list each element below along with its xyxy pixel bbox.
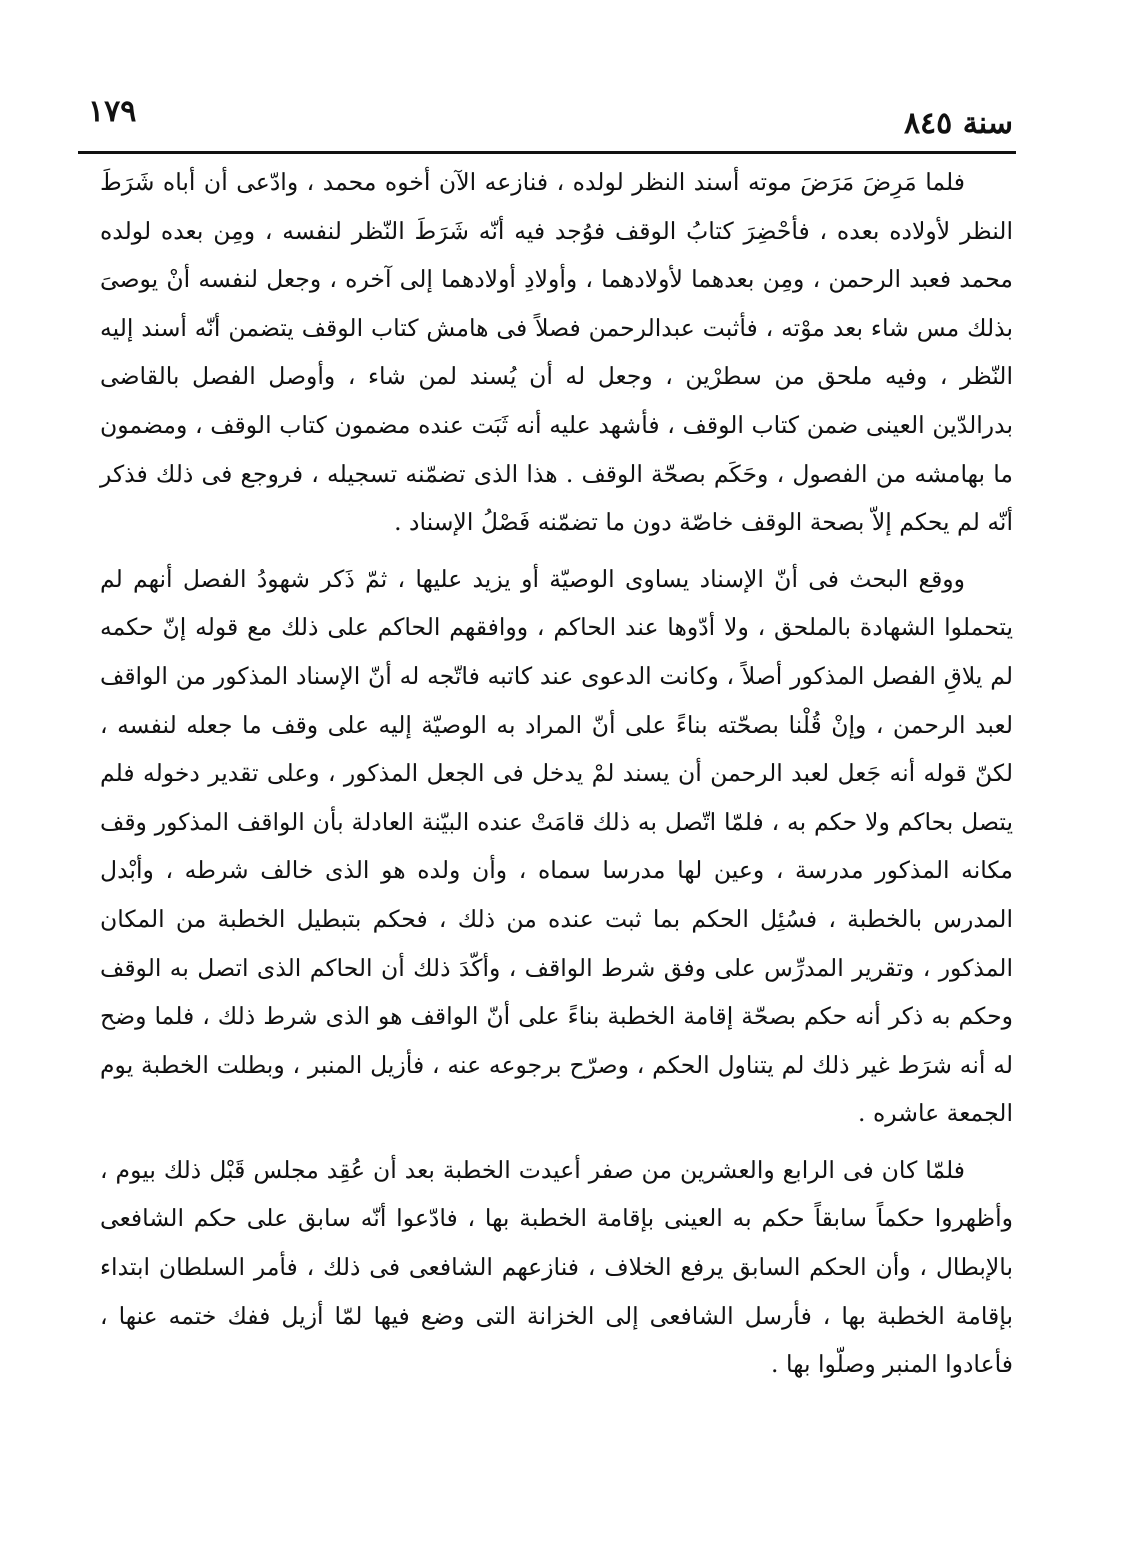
paragraph-1: فلما مَرِضَ مَرَضَ موته أسند النظر لولده ، فنازعه الآن أخوه محمد ، وادّعى أن أباه شَرَطَ النظر لأولاده بعده ، فأحْضِرَ كتابُ الوقف فوُجد فيه أنّه شَرَطَ النّظر لنفسه ، ومِن بعده لولده محمد فعبد الرحمن ، ومِن بعدهما لأولادهما ، وأولادِ أولادهما إلى آخره ، وجعل لنفسه أنْ يوصىَ بذلك مس شاء بعد موْته ، فأثبت عبدالرحمن فصلاً فى هامش كتاب الوقف يتضمن أنّه أسند إليه النّظر ، وفيه ملحق من سطرْين ، وجعل له أن يُسند لمن شاء ، وأوصل الفصل بالقاضى بدرالدّين العينى ضمن كتاب الوقف ، فأشهد عليه أنه ثَبَت عنده مضمون كتاب الوقف ، ومضمون ما بهامشه من الفصول ، وحَكَم بصحّة الوقف . هذا الذى تضمّنه تسجيله ، فروجع فى ذلك فذكر أنّه لم يحكم إلاّ بصحة الوقف خاصّة دون ما تضمّنه فَصْلُ الإسناد . <box>100 168 1013 537</box>
page-number: ١٧٩ <box>88 94 137 129</box>
paragraph-2: ووقع البحث فى أنّ الإسناد يساوى الوصيّة أو يزيد عليها ، ثمّ ذَكر شهودُ الفصل أنهم لم يتحملوا الشهادة بالملحق ، ولا أدّوها عند الحاكم ، ووافقهم الحاكم على ذلك مع قوله إنّ حكمه لم يلاقِ الفصل المذكور أصلاً ، وكانت الدعوى عند كاتبه فاتّجه له أنّ الإسناد المذكور من الواقف لعبد الرحمن ، وإنْ قُلْنا بصحّته بناءً على أنّ المراد به الوصيّة إليه على وقف ما جعله لنفسه ، لكنّ قوله أنه جَعل لعبد الرحمن أن يسند لمْ يدخل فى الجعل المذكور ، وعلى تقدير دخوله فلم يتصل بحاكم ولا حكم به ، فلمّا اتّصل به ذلك قامَتْ عنده البيّنة العادلة بأن الواقف المذكور وقف مكانه المذكور مدرسة ، وعين لها مدرسا سماه ، وأن ولده هو الذى خالف شرطه ، وأبْدل المدرس بالخطبة ، فسُئِل الحكم بما ثبت عنده من ذلك ، فحكم بتبطيل الخطبة من المكان المذكور ، وتقرير المدرِّس على وفق شرط الواقف ، وأكّدَ ذلك أن الحاكم الذى اتصل به الوقف وحكم به ذكر أنه حكم بصحّة إقامة الخطبة بناءً على أنّ الواقف هو الذى شرط ذلك ، فلما وضح له أنه شرَط غير ذلك لم يتناول الحكم ، وصرّح برجوعه عنه ، فأزيل المنبر ، وبطلت الخطبة يوم الجمعة عاشره . <box>100 564 1013 1128</box>
paragraph-3: فلمّا كان فى الرابع والعشرين من صفر أعيدت الخطبة بعد أن عُقِد مجلس قَبْل ذلك بيوم ، وأظهروا حكماً سابقاً حكم به العينى بإقامة الخطبة بها ، فادّعوا أنّه سابق على حكم الشافعى بالإبطال ، وأن الحكم السابق يرفع الخلاف ، فنازعهم الشافعى فى ذلك ، فأمر السلطان ابتداء بإقامة الخطبة بها ، فأرسل الشافعى إلى الخزانة التى وضع فيها لمّا أزيل ففك ختمه عنها ، فأعادوا المنبر وصلّوا بها . <box>100 1155 1013 1379</box>
page-header <box>88 92 1013 152</box>
running-head: سنة ٨٤٥ <box>903 106 1013 141</box>
body-text <box>100 158 1013 1397</box>
header-rule <box>78 151 1016 154</box>
